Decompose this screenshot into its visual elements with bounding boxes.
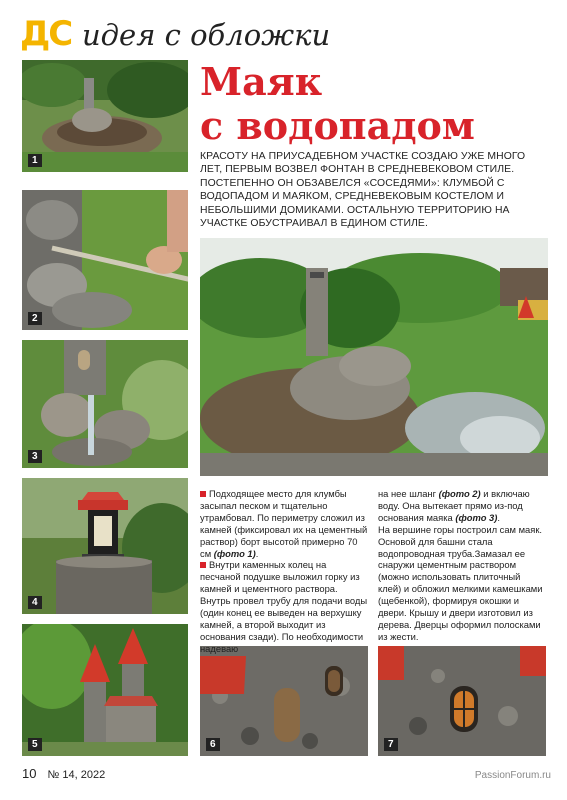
photo-5	[22, 624, 188, 756]
photo-1	[22, 60, 188, 172]
intro-paragraph	[200, 150, 548, 230]
bullet-marker	[200, 562, 206, 568]
intro-line-1: КРАСОТУ НА ПРИУСАДЕБНОМ УЧАСТКЕ СОЗДАЮ УЖЕ МНОГО	[200, 151, 526, 162]
section-title: идея с обложки	[82, 18, 331, 52]
photo-7	[378, 646, 546, 756]
intro-line-6: УЧАСТКЕ ОБУСТРАИВАЛ В ЕДИНОМ СТИЛЕ.	[200, 218, 428, 230]
intro-line-4: ВОДОПАДОМ И МАЯКОМ, СРЕДНЕВЕКОВЫМ КОСТЕЛОМ И	[200, 191, 505, 203]
page-footer	[22, 766, 105, 781]
intro-line-2: ЛЕТ, ПЕРВЫМ ВОЗВЕЛ ФОНТАН В СРЕДНЕВЕКОВОМ СТИЛЕ.	[200, 164, 515, 176]
main-photo	[200, 238, 548, 476]
photo-1-image	[22, 60, 188, 172]
article-title-line-1: Маяк	[200, 59, 323, 104]
intro-line-3: ПОСТЕПЕННО ОН ОБЗАВЕЛСЯ «СОСЕДЯМИ»: КЛУМБОЙ С	[200, 177, 505, 189]
col1-paragraph-1: Подходящее место для клумбы засыпал песком и тщательно утрамбовал. По периметру сложил из камней (фиксировал их на цементный раствор) борт высотой примерно 70 см (фото 1).	[200, 488, 368, 559]
photo-7-number: 7	[384, 738, 398, 751]
photo-1-number: 1	[28, 154, 42, 167]
photo-5-number: 5	[28, 738, 42, 751]
photo-reference: (фото 1)	[213, 547, 256, 559]
article-column-2	[378, 488, 546, 643]
page-number: 10	[22, 766, 37, 781]
article-title-line-2: с водопадом	[200, 103, 475, 148]
photo-2-number: 2	[28, 312, 42, 325]
article-column-1	[200, 488, 368, 655]
intro-line-5: НЕБОЛЬШИМИ ДОМИКАМИ. ОСТАЛЬНУЮ ТЕРРИТОРИЮ НА	[200, 204, 510, 216]
article-title	[200, 60, 540, 148]
photo-5-image	[22, 624, 188, 756]
photo-2-image	[22, 190, 188, 330]
photo-3	[22, 340, 188, 468]
photo-6	[200, 646, 368, 756]
magazine-logo: ДС	[20, 14, 72, 54]
photo-3-image	[22, 340, 188, 468]
col2-paragraph-1: на нее шланг (фото 2) и включаю воду. Она вытекает прямо из-под основания маяка (фото 3).	[378, 488, 530, 523]
photo-2	[22, 190, 188, 330]
photo-6-image	[200, 646, 368, 756]
photo-4-number: 4	[28, 596, 42, 609]
page-header	[20, 14, 440, 58]
photo-6-number: 6	[206, 738, 220, 751]
col1-paragraph-2: Внутри каменных колец на песчаной подушке выложил горку из камней и цементного раствора. Внутрь провел трубу для подачи воды (один конец ее выведен на верхушку камней, а второй выходит из основания сзади). По необходимости надеваю	[200, 559, 368, 654]
photo-reference: (фото 2)	[438, 488, 481, 499]
watermark: PassionForum.ru	[474, 770, 551, 781]
photo-3-number: 3	[28, 450, 42, 463]
photo-4-image	[22, 478, 188, 614]
main-photo-image	[200, 238, 548, 476]
photo-4	[22, 478, 188, 614]
bullet-marker	[200, 491, 206, 497]
photo-7-image	[378, 646, 546, 756]
col2-paragraph-2: На вершине горы построил сам маяк. Основой для башни стала водопроводная труба.Замазал ее снаружи цементным раствором (можно использовать плиточный клей) и обложил мелкими камешками (щебенкой), формируя окошки и двери. Крышу и двери изготовил из дерева. Дверцы оформил полосками из жести.	[378, 523, 543, 642]
photo-reference: (фото 3)	[455, 511, 498, 523]
issue-number: № 14, 2022	[47, 769, 106, 781]
